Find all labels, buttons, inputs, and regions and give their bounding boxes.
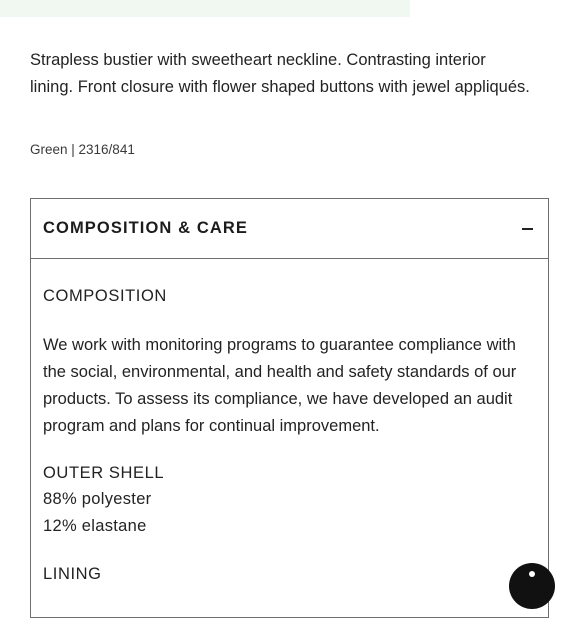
composition-care-accordion: [30, 198, 549, 618]
color-and-reference: Green | 2316/841: [30, 142, 135, 157]
chat-info-icon: [529, 571, 535, 577]
composition-heading: COMPOSITION: [43, 287, 167, 305]
outer-shell-heading: OUTER SHELL: [43, 464, 165, 482]
collapse-button[interactable]: [518, 215, 538, 241]
material-item: 88% polyester: [43, 490, 152, 508]
accordion-title: COMPOSITION & CARE: [43, 219, 248, 237]
accordion-header[interactable]: [31, 199, 548, 259]
composition-text: We work with monitoring programs to guarantee compliance with the social, environmental, and health and safety standards of our products. To assess its compliance, we have developed an audit program and plans for continual improvement.: [43, 336, 517, 435]
minus-icon: [522, 228, 533, 230]
chat-button[interactable]: [509, 563, 555, 609]
product-image-bottom-edge: [0, 0, 410, 17]
product-description: Strapless bustier with sweetheart neckline. Contrasting interior lining. Front closure with flower shaped buttons with jewel appliqués.: [30, 51, 530, 96]
lining-heading: LINING: [43, 565, 102, 583]
material-item: 12% elastane: [43, 517, 147, 535]
